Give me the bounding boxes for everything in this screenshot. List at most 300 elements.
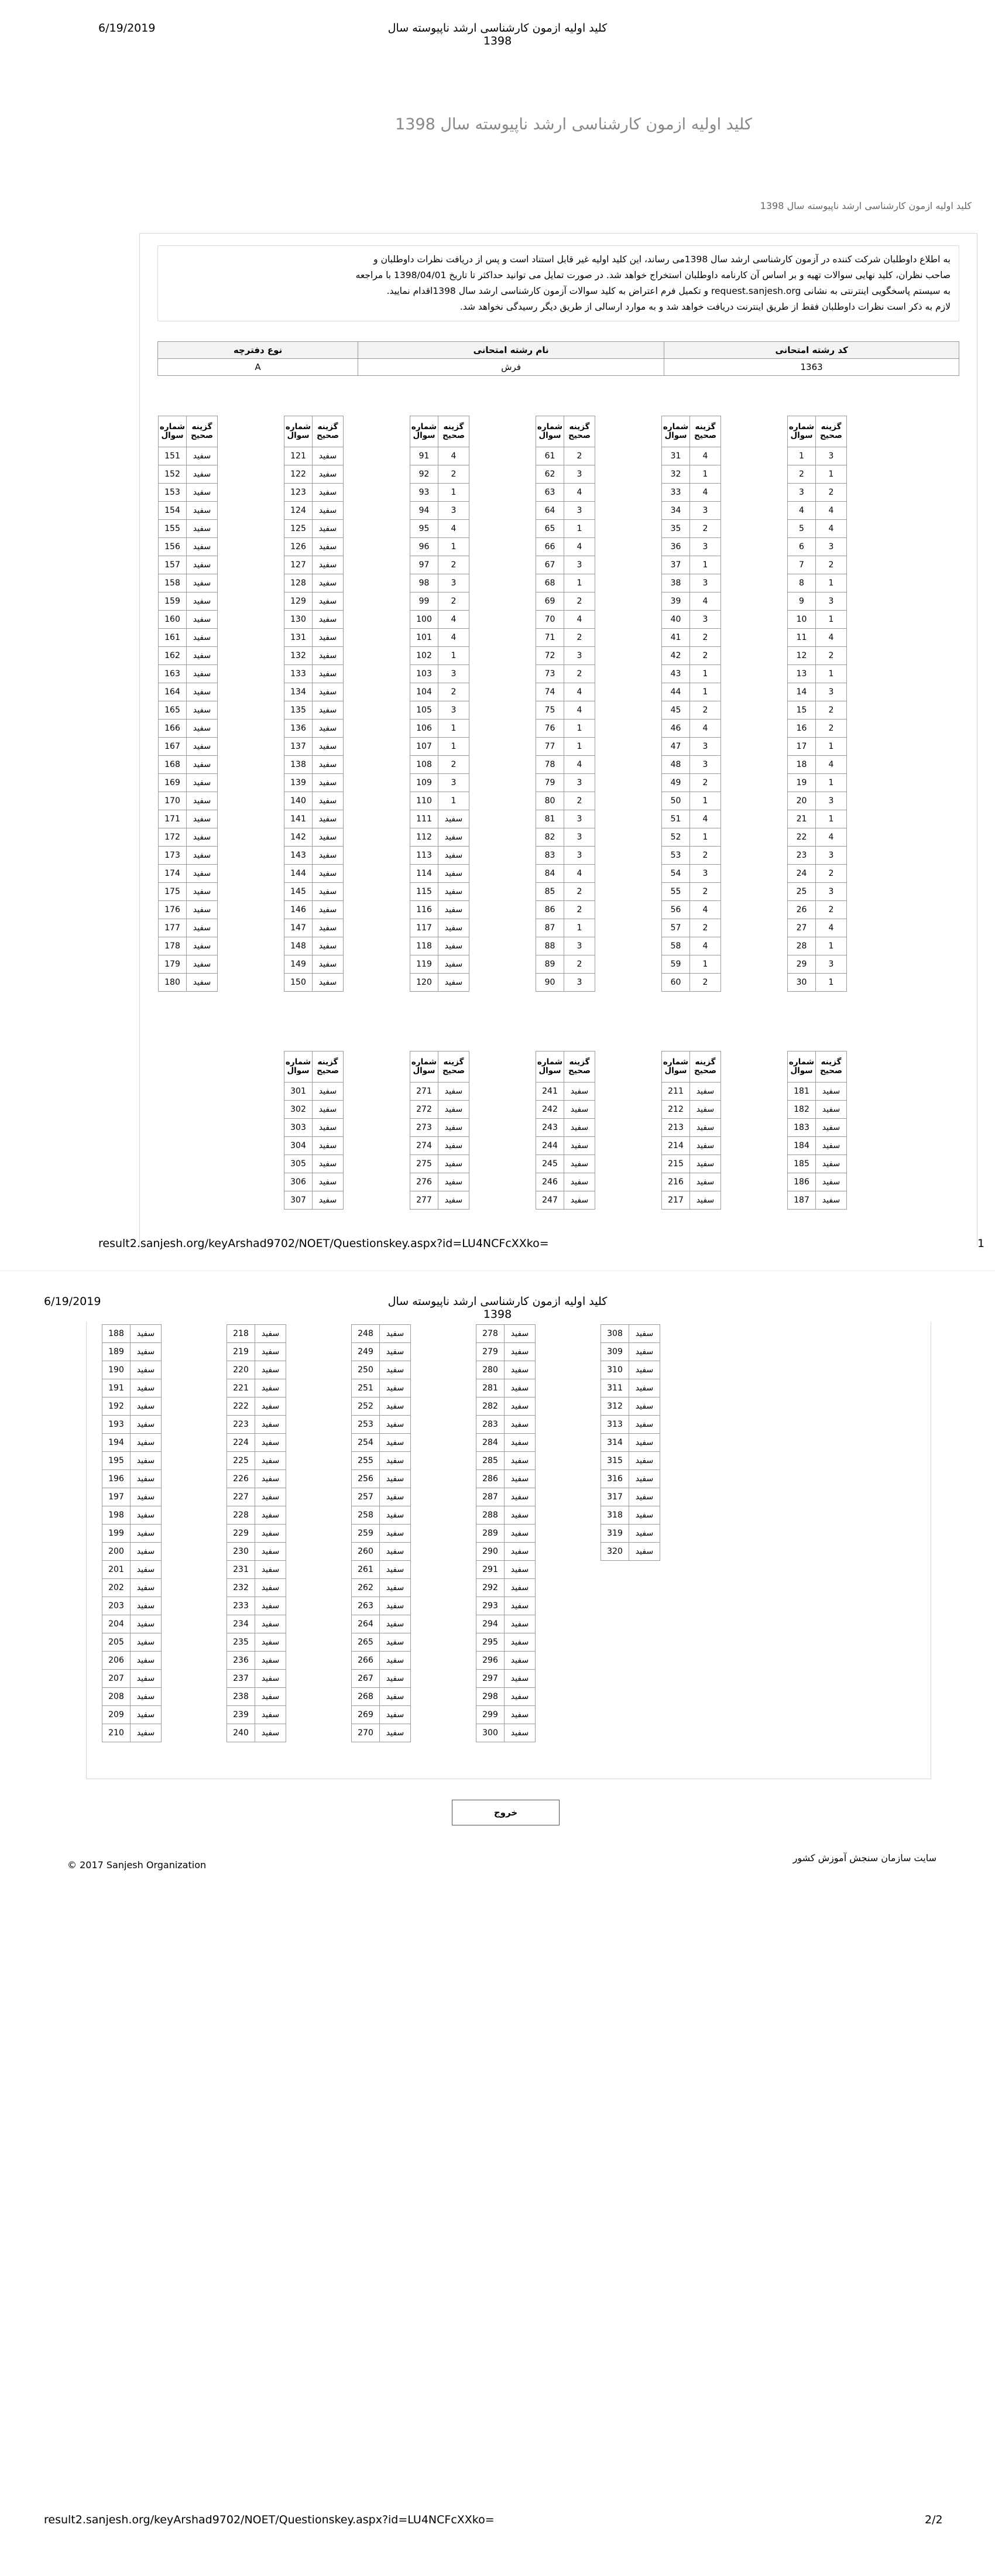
answer-column-header: گزینه صحیح <box>313 1051 344 1083</box>
question-number-cell: 79 <box>536 774 564 792</box>
question-number-cell: 90 <box>536 974 564 992</box>
question-number-cell: 6 <box>788 538 816 556</box>
question-number-cell: 218 <box>227 1325 255 1343</box>
correct-answer-cell: سفید <box>505 1452 536 1470</box>
table-row <box>788 574 847 592</box>
question-column-header: شماره سوال <box>788 1051 816 1083</box>
correct-answer-cell: سفید <box>255 1506 286 1525</box>
correct-answer-cell: 4 <box>690 447 721 465</box>
table-row <box>352 1670 411 1688</box>
table-row <box>536 720 595 738</box>
question-number-cell: 290 <box>476 1543 505 1561</box>
correct-answer-cell: سفید <box>255 1561 286 1579</box>
question-number-cell: 227 <box>227 1488 255 1506</box>
correct-answer-cell: 2 <box>816 720 847 738</box>
correct-answer-cell: سفید <box>131 1416 162 1434</box>
table-row <box>536 629 595 647</box>
table-row <box>284 1083 344 1101</box>
question-number-cell: 56 <box>662 901 690 919</box>
question-number-cell: 305 <box>284 1155 313 1173</box>
question-number-cell: 110 <box>410 792 438 810</box>
table-row <box>662 1191 721 1210</box>
question-number-cell: 204 <box>102 1615 131 1633</box>
table-row <box>476 1670 536 1688</box>
question-number-cell: 95 <box>410 520 438 538</box>
correct-answer-cell: سفید <box>438 828 469 847</box>
table-row <box>159 865 218 883</box>
table-row <box>284 1191 344 1210</box>
table-row <box>662 720 721 738</box>
correct-answer-cell: سفید <box>380 1706 411 1724</box>
question-number-cell: 66 <box>536 538 564 556</box>
question-number-cell: 146 <box>284 901 313 919</box>
table-row <box>662 502 721 520</box>
table-row <box>476 1652 536 1670</box>
table-row <box>410 937 469 955</box>
table-row <box>352 1543 411 1561</box>
answer-key-table <box>284 1051 344 1210</box>
question-number-cell: 195 <box>102 1452 131 1470</box>
correct-answer-cell: 4 <box>564 538 595 556</box>
correct-answer-cell: سفید <box>505 1361 536 1379</box>
question-number-cell: 21 <box>788 810 816 828</box>
question-number-cell: 228 <box>227 1506 255 1525</box>
correct-answer-cell: سفید <box>690 1137 721 1155</box>
question-number-cell: 30 <box>788 974 816 992</box>
table-row <box>662 574 721 592</box>
question-number-cell: 93 <box>410 484 438 502</box>
correct-answer-cell: 3 <box>816 447 847 465</box>
question-number-cell: 281 <box>476 1379 505 1397</box>
table-row <box>159 756 218 774</box>
correct-answer-cell: سفید <box>380 1452 411 1470</box>
correct-answer-cell: سفید <box>131 1452 162 1470</box>
question-number-cell: 231 <box>227 1561 255 1579</box>
correct-answer-cell: 4 <box>690 810 721 828</box>
question-number-cell: 274 <box>410 1137 438 1155</box>
correct-answer-cell: 1 <box>438 484 469 502</box>
correct-answer-cell: 3 <box>690 865 721 883</box>
correct-answer-cell: 3 <box>564 774 595 792</box>
table-row <box>788 955 847 974</box>
question-number-cell: 165 <box>159 701 187 720</box>
question-number-cell: 8 <box>788 574 816 592</box>
correct-answer-cell: 1 <box>816 974 847 992</box>
question-number-cell: 3 <box>788 484 816 502</box>
table-row <box>227 1724 286 1742</box>
exam-name-value: فرش <box>358 359 664 376</box>
table-row <box>159 665 218 683</box>
table-row <box>662 1101 721 1119</box>
question-number-cell: 271 <box>410 1083 438 1101</box>
table-row <box>536 701 595 720</box>
question-number-cell: 55 <box>662 883 690 901</box>
question-number-cell: 32 <box>662 465 690 484</box>
question-number-cell: 193 <box>102 1416 131 1434</box>
correct-answer-cell: سفید <box>690 1155 721 1173</box>
question-number-cell: 20 <box>788 792 816 810</box>
question-number-cell: 12 <box>788 647 816 665</box>
correct-answer-cell: سفید <box>131 1379 162 1397</box>
table-row <box>788 792 847 810</box>
question-number-cell: 107 <box>410 738 438 756</box>
table-row <box>788 883 847 901</box>
question-number-cell: 162 <box>159 647 187 665</box>
correct-answer-cell: 4 <box>564 865 595 883</box>
table-row <box>536 447 595 465</box>
correct-answer-cell: سفید <box>187 683 218 701</box>
correct-answer-cell: 2 <box>564 883 595 901</box>
question-number-cell: 292 <box>476 1579 505 1597</box>
question-number-cell: 54 <box>662 865 690 883</box>
correct-answer-cell: سفید <box>564 1101 595 1119</box>
question-number-cell: 187 <box>788 1191 816 1210</box>
question-number-cell: 237 <box>227 1670 255 1688</box>
question-number-cell: 190 <box>102 1361 131 1379</box>
question-number-cell: 225 <box>227 1452 255 1470</box>
correct-answer-cell: سفید <box>131 1615 162 1633</box>
notice-line: صاحب نظران، کلید نهایی سوالات تهیه و بر اساس آن کارنامه داوطلبان استخراج خواهد شد. در صورت تمایل می توانید حداکثر تا تاریخ 1398/04/01 با مراجعه <box>355 270 951 280</box>
table-row <box>410 1155 469 1173</box>
answer-column-header: گزینه صحیح <box>690 416 721 447</box>
table-row <box>536 1155 595 1173</box>
table-row <box>662 1083 721 1101</box>
correct-answer-cell: 2 <box>816 556 847 574</box>
table-row <box>102 1416 162 1434</box>
question-number-cell: 298 <box>476 1688 505 1706</box>
question-number-cell: 67 <box>536 556 564 574</box>
question-number-cell: 47 <box>662 738 690 756</box>
table-row <box>227 1670 286 1688</box>
correct-answer-cell: 2 <box>438 756 469 774</box>
table-row <box>601 1397 660 1416</box>
correct-answer-cell: سفید <box>380 1379 411 1397</box>
table-row <box>284 919 344 937</box>
correct-answer-cell: سفید <box>131 1488 162 1506</box>
correct-answer-cell: سفید <box>187 865 218 883</box>
question-number-cell: 247 <box>536 1191 564 1210</box>
table-row <box>601 1525 660 1543</box>
table-row <box>410 828 469 847</box>
table-row <box>788 1137 847 1155</box>
correct-answer-cell: سفید <box>380 1416 411 1434</box>
correct-answer-cell: سفید <box>255 1361 286 1379</box>
correct-answer-cell: سفید <box>255 1652 286 1670</box>
question-number-cell: 25 <box>788 883 816 901</box>
question-number-cell: 37 <box>662 556 690 574</box>
booklet-type-header: نوع دفترچه <box>158 342 358 359</box>
table-row <box>601 1488 660 1506</box>
table-row <box>284 574 344 592</box>
table-row <box>284 556 344 574</box>
question-number-cell: 97 <box>410 556 438 574</box>
correct-answer-cell: سفید <box>690 1083 721 1101</box>
notice-box <box>157 245 959 321</box>
table-row <box>410 955 469 974</box>
answer-key-table <box>284 416 344 992</box>
correct-answer-cell: سفید <box>380 1525 411 1543</box>
question-number-cell: 53 <box>662 847 690 865</box>
question-number-cell: 189 <box>102 1343 131 1361</box>
correct-answer-cell: 3 <box>816 538 847 556</box>
question-number-cell: 158 <box>159 574 187 592</box>
table-row <box>662 1119 721 1137</box>
table-row <box>601 1506 660 1525</box>
question-number-cell: 103 <box>410 665 438 683</box>
question-number-cell: 177 <box>159 919 187 937</box>
table-row <box>227 1688 286 1706</box>
table-row <box>536 955 595 974</box>
correct-answer-cell: سفید <box>187 901 218 919</box>
correct-answer-cell: 1 <box>564 720 595 738</box>
table-row <box>662 1173 721 1191</box>
table-row <box>159 720 218 738</box>
question-number-cell: 52 <box>662 828 690 847</box>
question-number-cell: 11 <box>788 629 816 647</box>
table-row <box>536 919 595 937</box>
table-row <box>410 901 469 919</box>
table-row <box>284 465 344 484</box>
question-number-cell: 280 <box>476 1361 505 1379</box>
correct-answer-cell: سفید <box>255 1724 286 1742</box>
question-number-cell: 216 <box>662 1173 690 1191</box>
correct-answer-cell: سفید <box>255 1416 286 1434</box>
table-row <box>662 738 721 756</box>
table-row <box>352 1724 411 1742</box>
answer-column-header: گزینه صحیح <box>564 416 595 447</box>
correct-answer-cell: سفید <box>313 465 344 484</box>
correct-answer-cell: 4 <box>438 611 469 629</box>
print-header-title: کلید اولیه ازمون کارشناسی ارشد ناپیوسته سال 1398 <box>387 22 608 47</box>
table-row <box>536 592 595 611</box>
question-number-cell: 49 <box>662 774 690 792</box>
print-page-number: 1 <box>977 1237 985 1250</box>
correct-answer-cell: 2 <box>438 556 469 574</box>
correct-answer-cell: سفید <box>505 1397 536 1416</box>
correct-answer-cell: سفید <box>131 1579 162 1597</box>
correct-answer-cell: 3 <box>564 828 595 847</box>
table-row <box>476 1343 536 1361</box>
correct-answer-cell: 2 <box>690 701 721 720</box>
correct-answer-cell: 2 <box>690 883 721 901</box>
question-number-cell: 19 <box>788 774 816 792</box>
correct-answer-cell: سفید <box>187 592 218 611</box>
correct-answer-cell: 2 <box>690 847 721 865</box>
correct-answer-cell: سفید <box>255 1597 286 1615</box>
correct-answer-cell: سفید <box>187 665 218 683</box>
print-url: result2.sanjesh.org/keyArshad9702/NOET/Questionskey.aspx?id=LU4NCFcXXko= <box>44 2513 495 2526</box>
correct-answer-cell: سفید <box>187 465 218 484</box>
table-row <box>788 847 847 865</box>
table-row <box>788 538 847 556</box>
question-number-cell: 9 <box>788 592 816 611</box>
correct-answer-cell: سفید <box>505 1525 536 1543</box>
question-number-cell: 251 <box>352 1379 380 1397</box>
correct-answer-cell: سفید <box>255 1325 286 1343</box>
correct-answer-cell: 4 <box>564 484 595 502</box>
exit-button[interactable]: خروج <box>452 1800 560 1825</box>
question-column-header: شماره سوال <box>662 416 690 447</box>
question-number-cell: 230 <box>227 1543 255 1561</box>
table-row <box>284 847 344 865</box>
question-number-cell: 33 <box>662 484 690 502</box>
correct-answer-cell: سفید <box>629 1416 660 1434</box>
table-row <box>284 883 344 901</box>
table-row <box>788 810 847 828</box>
question-number-cell: 18 <box>788 756 816 774</box>
correct-answer-cell: سفید <box>187 556 218 574</box>
table-row <box>159 974 218 992</box>
correct-answer-cell: 1 <box>690 828 721 847</box>
table-row <box>410 683 469 701</box>
correct-answer-cell: سفید <box>313 756 344 774</box>
answer-key-table <box>476 1324 536 1742</box>
question-number-cell: 109 <box>410 774 438 792</box>
question-number-cell: 117 <box>410 919 438 937</box>
table-row <box>788 556 847 574</box>
table-row <box>410 556 469 574</box>
table-row <box>536 520 595 538</box>
question-number-cell: 191 <box>102 1379 131 1397</box>
question-number-cell: 116 <box>410 901 438 919</box>
correct-answer-cell: سفید <box>187 720 218 738</box>
site-link[interactable]: سایت سازمان سنجش آموزش کشور <box>792 1852 936 1864</box>
answer-column-header: گزینه صحیح <box>438 1051 469 1083</box>
correct-answer-cell: سفید <box>629 1470 660 1488</box>
correct-answer-cell: 4 <box>816 520 847 538</box>
table-row <box>410 665 469 683</box>
question-number-cell: 42 <box>662 647 690 665</box>
table-row <box>788 520 847 538</box>
question-number-cell: 194 <box>102 1434 131 1452</box>
correct-answer-cell: 2 <box>816 865 847 883</box>
question-number-cell: 316 <box>601 1470 629 1488</box>
question-number-cell: 308 <box>601 1325 629 1343</box>
question-number-cell: 96 <box>410 538 438 556</box>
correct-answer-cell: 2 <box>564 955 595 974</box>
question-number-cell: 202 <box>102 1579 131 1597</box>
table-row <box>227 1525 286 1543</box>
table-row <box>227 1579 286 1597</box>
question-number-cell: 220 <box>227 1361 255 1379</box>
table-row <box>536 901 595 919</box>
table-row <box>284 937 344 955</box>
question-number-cell: 255 <box>352 1452 380 1470</box>
question-number-cell: 297 <box>476 1670 505 1688</box>
correct-answer-cell: 4 <box>564 756 595 774</box>
correct-answer-cell: 3 <box>816 683 847 701</box>
table-row <box>662 520 721 538</box>
question-number-cell: 101 <box>410 629 438 647</box>
question-number-cell: 226 <box>227 1470 255 1488</box>
correct-answer-cell: 4 <box>438 520 469 538</box>
table-row <box>410 538 469 556</box>
print-url: result2.sanjesh.org/keyArshad9702/NOET/Questionskey.aspx?id=LU4NCFcXXko= <box>98 1237 549 1250</box>
correct-answer-cell: 4 <box>690 901 721 919</box>
correct-answer-cell: سفید <box>505 1615 536 1633</box>
answer-key-table <box>787 1051 847 1210</box>
question-number-cell: 14 <box>788 683 816 701</box>
question-number-cell: 221 <box>227 1379 255 1397</box>
correct-answer-cell: سفید <box>505 1597 536 1615</box>
correct-answer-cell: سفید <box>255 1452 286 1470</box>
question-number-cell: 259 <box>352 1525 380 1543</box>
correct-answer-cell: 4 <box>564 611 595 629</box>
answer-key-table <box>787 416 847 992</box>
print-date: 6/19/2019 <box>98 22 156 35</box>
correct-answer-cell: 4 <box>438 629 469 647</box>
table-row <box>159 937 218 955</box>
correct-answer-cell: سفید <box>313 1137 344 1155</box>
question-number-cell: 129 <box>284 592 313 611</box>
table-row <box>536 974 595 992</box>
question-number-cell: 270 <box>352 1724 380 1742</box>
question-number-cell: 201 <box>102 1561 131 1579</box>
correct-answer-cell: سفید <box>131 1525 162 1543</box>
correct-answer-cell: سفید <box>438 1119 469 1137</box>
table-row <box>788 665 847 683</box>
table-row <box>788 828 847 847</box>
table-row <box>788 865 847 883</box>
table-row <box>788 1191 847 1210</box>
question-number-cell: 217 <box>662 1191 690 1210</box>
table-row <box>352 1579 411 1597</box>
correct-answer-cell: سفید <box>816 1173 847 1191</box>
correct-answer-cell: سفید <box>313 502 344 520</box>
question-number-cell: 208 <box>102 1688 131 1706</box>
table-row <box>662 756 721 774</box>
correct-answer-cell: سفید <box>187 792 218 810</box>
table-row <box>159 919 218 937</box>
question-number-cell: 98 <box>410 574 438 592</box>
correct-answer-cell: 1 <box>438 720 469 738</box>
question-number-cell: 205 <box>102 1633 131 1652</box>
correct-answer-cell: سفید <box>629 1325 660 1343</box>
correct-answer-cell: سفید <box>255 1688 286 1706</box>
exam-code-header: کد رشته امتحانی <box>664 342 959 359</box>
correct-answer-cell: سفید <box>505 1416 536 1434</box>
question-number-cell: 261 <box>352 1561 380 1579</box>
correct-answer-cell: 2 <box>438 465 469 484</box>
table-row <box>410 1173 469 1191</box>
question-number-cell: 283 <box>476 1416 505 1434</box>
question-number-cell: 184 <box>788 1137 816 1155</box>
correct-answer-cell: سفید <box>131 1470 162 1488</box>
table-row <box>284 665 344 683</box>
correct-answer-cell: سفید <box>438 937 469 955</box>
question-number-cell: 161 <box>159 629 187 647</box>
correct-answer-cell: سفید <box>187 629 218 647</box>
table-row <box>227 1597 286 1615</box>
correct-answer-cell: سفید <box>505 1633 536 1652</box>
table-row <box>159 611 218 629</box>
correct-answer-cell: 3 <box>690 738 721 756</box>
correct-answer-cell: سفید <box>313 901 344 919</box>
table-row <box>284 1101 344 1119</box>
question-number-cell: 86 <box>536 901 564 919</box>
table-row <box>536 792 595 810</box>
question-number-cell: 199 <box>102 1525 131 1543</box>
correct-answer-cell: سفید <box>187 447 218 465</box>
correct-answer-cell: سفید <box>438 1137 469 1155</box>
correct-answer-cell: سفید <box>816 1101 847 1119</box>
correct-answer-cell: 2 <box>816 484 847 502</box>
question-number-cell: 171 <box>159 810 187 828</box>
table-row <box>410 1137 469 1155</box>
correct-answer-cell: سفید <box>380 1343 411 1361</box>
question-number-cell: 203 <box>102 1597 131 1615</box>
exam-name-header: نام رشته امتحانی <box>358 342 664 359</box>
